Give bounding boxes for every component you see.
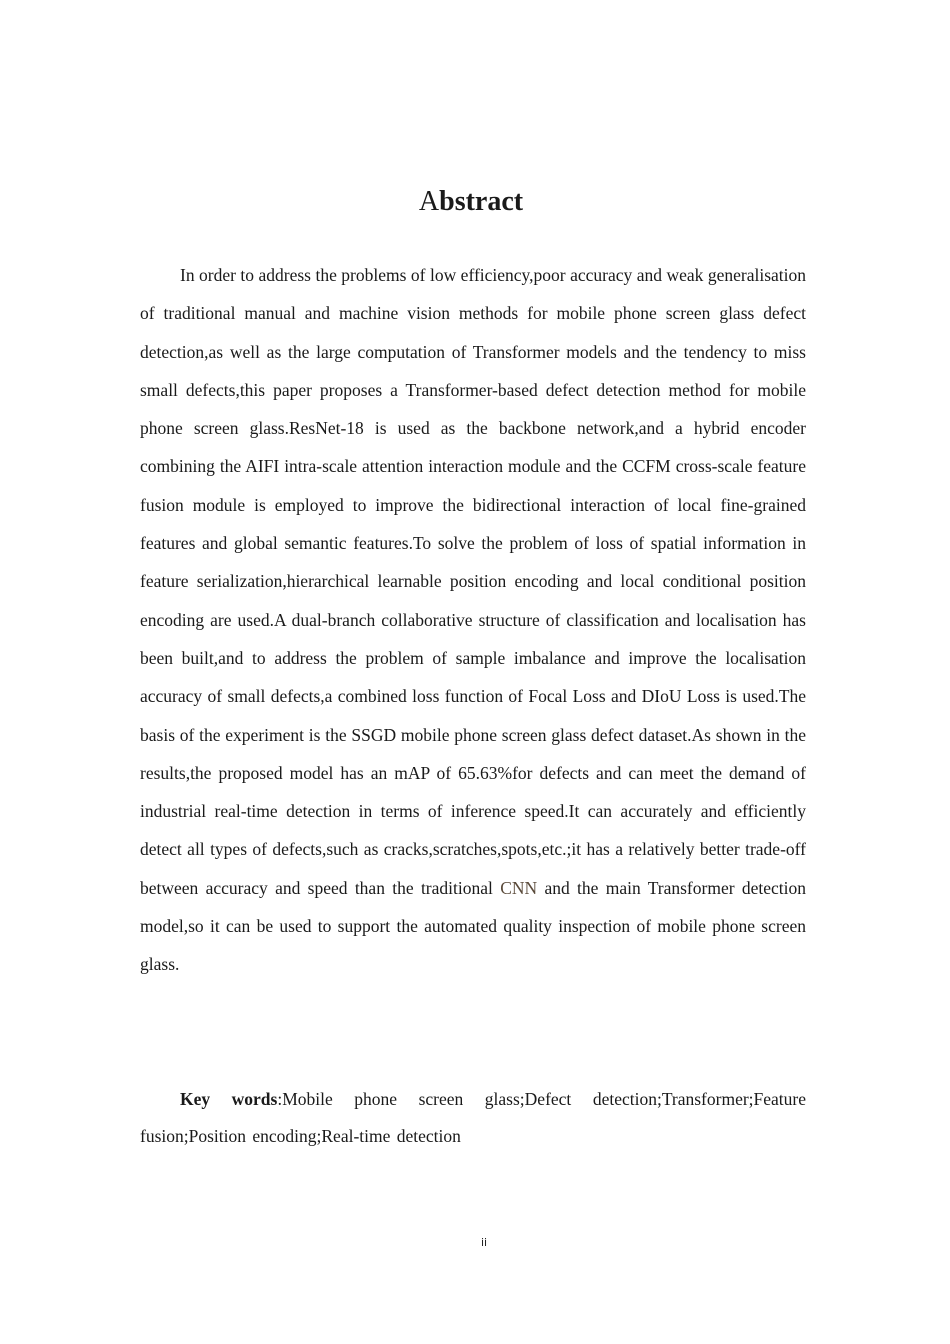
keywords-text: :Mobile phone screen glass;Defect detection;Transformer;Feature fusion;Position encoding;Real-time detection <box>140 1089 807 1146</box>
abstract-paragraph <box>140 256 806 984</box>
abstract-text-part-2: and the main Transformer detection model,so it can be used to support the automated quality inspection of mobile phone screen glass. <box>140 877 806 975</box>
abstract-cnn-term: CNN <box>500 877 538 898</box>
page-number: ii <box>480 1236 488 1249</box>
title-first-letter: A <box>418 186 440 217</box>
keywords-label: Key words <box>180 1089 278 1109</box>
abstract-text-part-1: In order to address the problems of low efficiency,poor accuracy and weak generalisation of traditional manual and machine vision methods for mobile phone screen glass defect detection,as well as the large computation of Transformer models and the tendency to miss small defects,this paper proposes a Transformer-based defect detection method for mobile phone screen glass.ResNet-18 is used as the backbone network,and a hybrid encoder combining the AIFI intra-scale attention interaction module and the CCFM cross-scale feature fusion module is employed to improve the bidirectional interaction of local fine-grained features and global semantic features.To solve the problem of loss of spatial information in feature serialization,hierarchical learnable position encoding and local conditional position encoding are used.A dual-branch collaborative structure of classification and localisation has been built,and to address the problem of sample imbalance and improve the localisation accuracy of small defects,a combined loss function of Focal Loss and DIoU Loss is used.The basis of the experiment is the SSGD mobile phone screen glass defect dataset.As shown in the results,the proposed model has an mAP of 65.63%for defects and can meet the demand of industrial real-time detection in terms of inference speed.It can accurately and efficiently detect all types of defects,such as cracks,scratches,spots,etc.;it has a relatively better trade-off between accuracy and speed than the traditional <box>140 265 806 898</box>
title-rest: bstract <box>439 186 524 217</box>
keywords-paragraph <box>140 1081 806 1155</box>
page-title <box>0 183 942 221</box>
